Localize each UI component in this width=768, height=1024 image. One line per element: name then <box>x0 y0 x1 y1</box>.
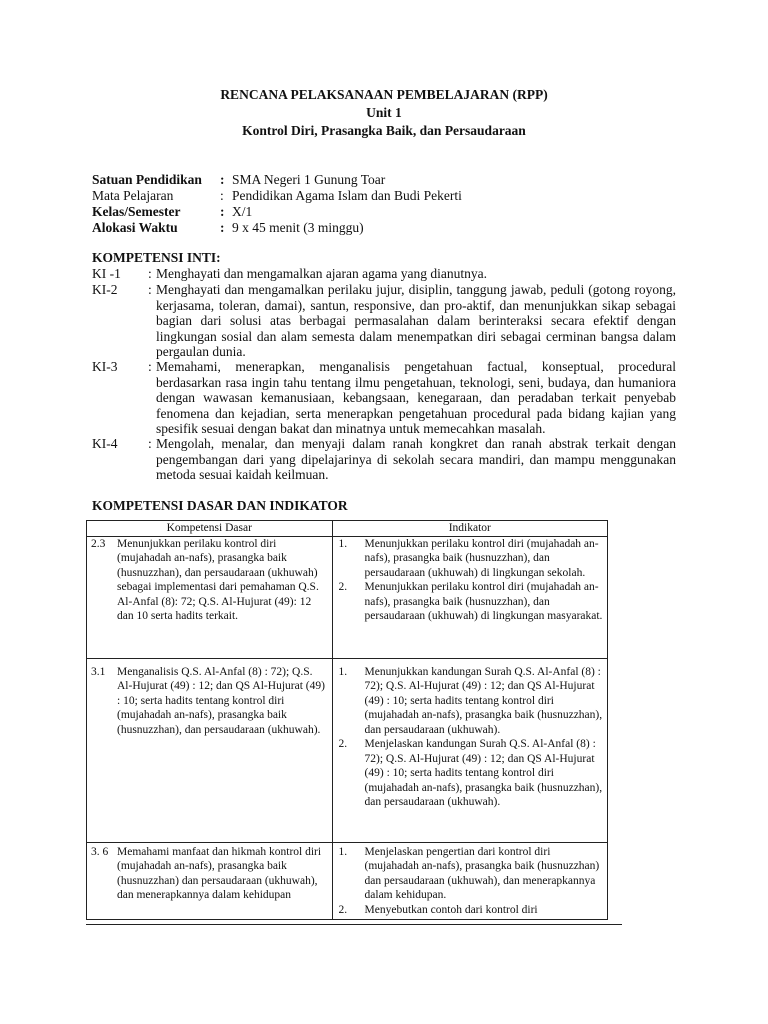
indicator-number: 1. <box>338 537 348 550</box>
ki-item-4 <box>92 436 676 483</box>
indicator-text: Menunjukkan perilaku kontrol diri (mujahadah an-nafs), prasangka baik (husnuzzhan), dan persaudaraan (ukhuwah) di lingkungan sekolah. <box>364 537 599 579</box>
kd-indicator-table <box>86 520 608 920</box>
kd-text: Memahami manfaat dan hikmah kontrol diri (mujahadah an-nafs), prasangka baik (husnuzzhan) dan persaudaraan (ukhuwah), dan menerapkannya dalam kehidupan <box>117 845 322 901</box>
table-header-row <box>87 521 608 537</box>
info-value: X/1 <box>232 204 253 219</box>
document-subtitle: Kontrol Diri, Prasangka Baik, dan Persaudaraan <box>242 123 526 138</box>
indicator-text: Menunjukkan kandungan Surah Q.S. Al-Anfal (8) : 72); Q.S. Al-Hujurat (49) : 12; dan QS Al-Hujurat (49) : 10; serta hadits tentang kontrol diri (mujahadah an-nafs), prasangka baik (husnuzzhan), dan persaudaraan (ukhuwah). <box>364 665 603 736</box>
info-colon: : <box>220 220 225 235</box>
table-row <box>87 658 608 842</box>
indicator-cell <box>332 658 607 842</box>
ki-text: Mengolah, menalar, dan menyaji dalam ranah kongkret dan ranah abstrak terkait dengan pengembangan dari yang dipelajarinya di sekolah secara mandiri, dan mampu menggunakan metoda sesuai kaidah keilmuan. <box>156 436 676 483</box>
indicator-item <box>337 580 603 624</box>
indicator-number: 2. <box>338 581 348 593</box>
ki-code: KI -1 <box>92 266 121 281</box>
ki-text: Memahami, menerapkan, menganalisis pengetahuan factual, konseptual, procedural berdasarkan rasa ingin tahu tentang ilmu pengetahuan, teknologi, seni, budaya, dan humaniora dengan wawasan kemanusiaan, kebangsaan, kenegaraan, dan peradaban terkait penyebab fenomena dan kejadian, serta menerapkan pengetahuan procedural pada bidang kajian yang spesifik sesuai dengan bakat dan minatnya untuk memecahkan masalah. <box>156 359 676 437</box>
info-label: Kelas/Semester <box>92 204 181 219</box>
indicator-number: 2. <box>338 903 348 916</box>
table-row <box>87 842 608 920</box>
indicator-item <box>337 665 603 738</box>
info-colon: : <box>220 172 225 187</box>
ki-colon: : <box>148 282 152 297</box>
ki-colon: : <box>148 436 152 451</box>
info-value: SMA Negeri 1 Gunung Toar <box>232 172 386 187</box>
indicator-cell <box>332 536 607 658</box>
indicator-item <box>337 537 603 581</box>
info-label: Satuan Pendidikan <box>92 172 202 187</box>
kd-number: 2.3 <box>91 537 106 550</box>
ki-colon: : <box>148 359 152 374</box>
ki-text: Menghayati dan mengamalkan perilaku jujur, disiplin, tanggung jawab, peduli (gotong royong, kerjasama, toleran, damai), santun, responsive, dan pro-aktif, dan menunjukkan sikap sebagai bagian dari solusi atas berbagai permasalahan dalam berinteraksi secara efektif dengan lingkungan sosial dan alam semesta dalam menempatkan diri sebagai cerminan bangsa dalam pergaulan dunia. <box>156 282 676 360</box>
ki-item-3 <box>92 359 676 437</box>
indicator-number: 2. <box>338 738 348 750</box>
column-header-indikator: Indikator <box>332 521 607 537</box>
info-colon: : <box>220 204 225 219</box>
ki-code: KI-2 <box>92 282 118 297</box>
ki-item-1 <box>92 266 676 282</box>
table-row <box>87 536 608 658</box>
kd-heading: KOMPETENSI DASAR DAN INDIKATOR <box>92 498 348 513</box>
kd-cell <box>87 536 333 658</box>
column-header-kd: Kompetensi Dasar <box>87 521 333 537</box>
page-divider <box>86 924 622 925</box>
document-title: RENCANA PELAKSANAAN PEMBELAJARAN (RPP) <box>220 87 548 102</box>
kd-cell <box>87 658 333 842</box>
indicator-item <box>337 903 603 918</box>
kd-number: 3.1 <box>91 665 106 678</box>
indicator-text: Menjelaskan kandungan Surah Q.S. Al-Anfal (8) : 72); Q.S. Al-Hujurat (49) : 12; dan QS Al-Hujurat (49) : 10; serta hadits tentang kontrol diri (mujahadah an-nafs), prasangka baik (husnuzzhan), dan persaudaraan (ukhuwah). <box>364 738 603 808</box>
ki-heading: KOMPETENSI INTI: <box>92 250 221 265</box>
document-unit: Unit 1 <box>366 105 402 120</box>
indicator-text: Menjelaskan pengertian dari kontrol diri (mujahadah an-nafs), prasangka baik (husnuzzhan) dan persaudaraan (ukhuwah), dan menerapkannya dalam kehidupan. <box>364 845 600 901</box>
kd-number: 3. 6 <box>91 845 109 858</box>
kd-text: Menganalisis Q.S. Al-Anfal (8) : 72); Q.S. Al-Hujurat (49) : 12; dan QS Al-Hujurat (49) : 10; serta hadits tentang kontrol diri (mujahadah an-nafs), prasangka baik (husnuzzhan), dan persaudaraan (ukhuwah). <box>117 665 325 736</box>
ki-text: Menghayati dan mengamalkan ajaran agama yang dianutnya. <box>156 266 487 281</box>
ki-item-2 <box>92 282 676 360</box>
kd-text: Menunjukkan perilaku kontrol diri (mujahadah an-nafs), prasangka baik (husnuzzhan), dan persaudaraan (ukhuwah) sebagai implementasi dari pemahaman Q.S. Al-Anfal (8): 72; Q.S. Al-Hujurat (49): 12 dan 10 serta hadits terkait. <box>117 537 319 622</box>
indicator-text: Menyebutkan contoh dari kontrol diri <box>364 903 538 916</box>
info-label: Alokasi Waktu <box>92 220 178 235</box>
indicator-number: 1. <box>338 845 348 858</box>
info-colon: : <box>220 188 224 203</box>
indicator-cell <box>332 842 607 920</box>
ki-code: KI-4 <box>92 436 118 451</box>
ki-colon: : <box>148 266 152 281</box>
ki-code: KI-3 <box>92 359 118 374</box>
indicator-text: Menunjukkan perilaku kontrol diri (mujahadah an-nafs), prasangka baik (husnuzzhan), dan persaudaraan (ukhuwah) di lingkungan masyarakat. <box>364 581 603 622</box>
info-value: 9 x 45 menit (3 minggu) <box>232 220 364 235</box>
indicator-number: 1. <box>338 665 348 678</box>
indicator-item <box>337 737 603 810</box>
info-label: Mata Pelajaran <box>92 188 174 203</box>
indicator-item <box>337 845 603 903</box>
kd-cell <box>87 842 333 920</box>
info-value: Pendidikan Agama Islam dan Budi Pekerti <box>232 188 462 203</box>
